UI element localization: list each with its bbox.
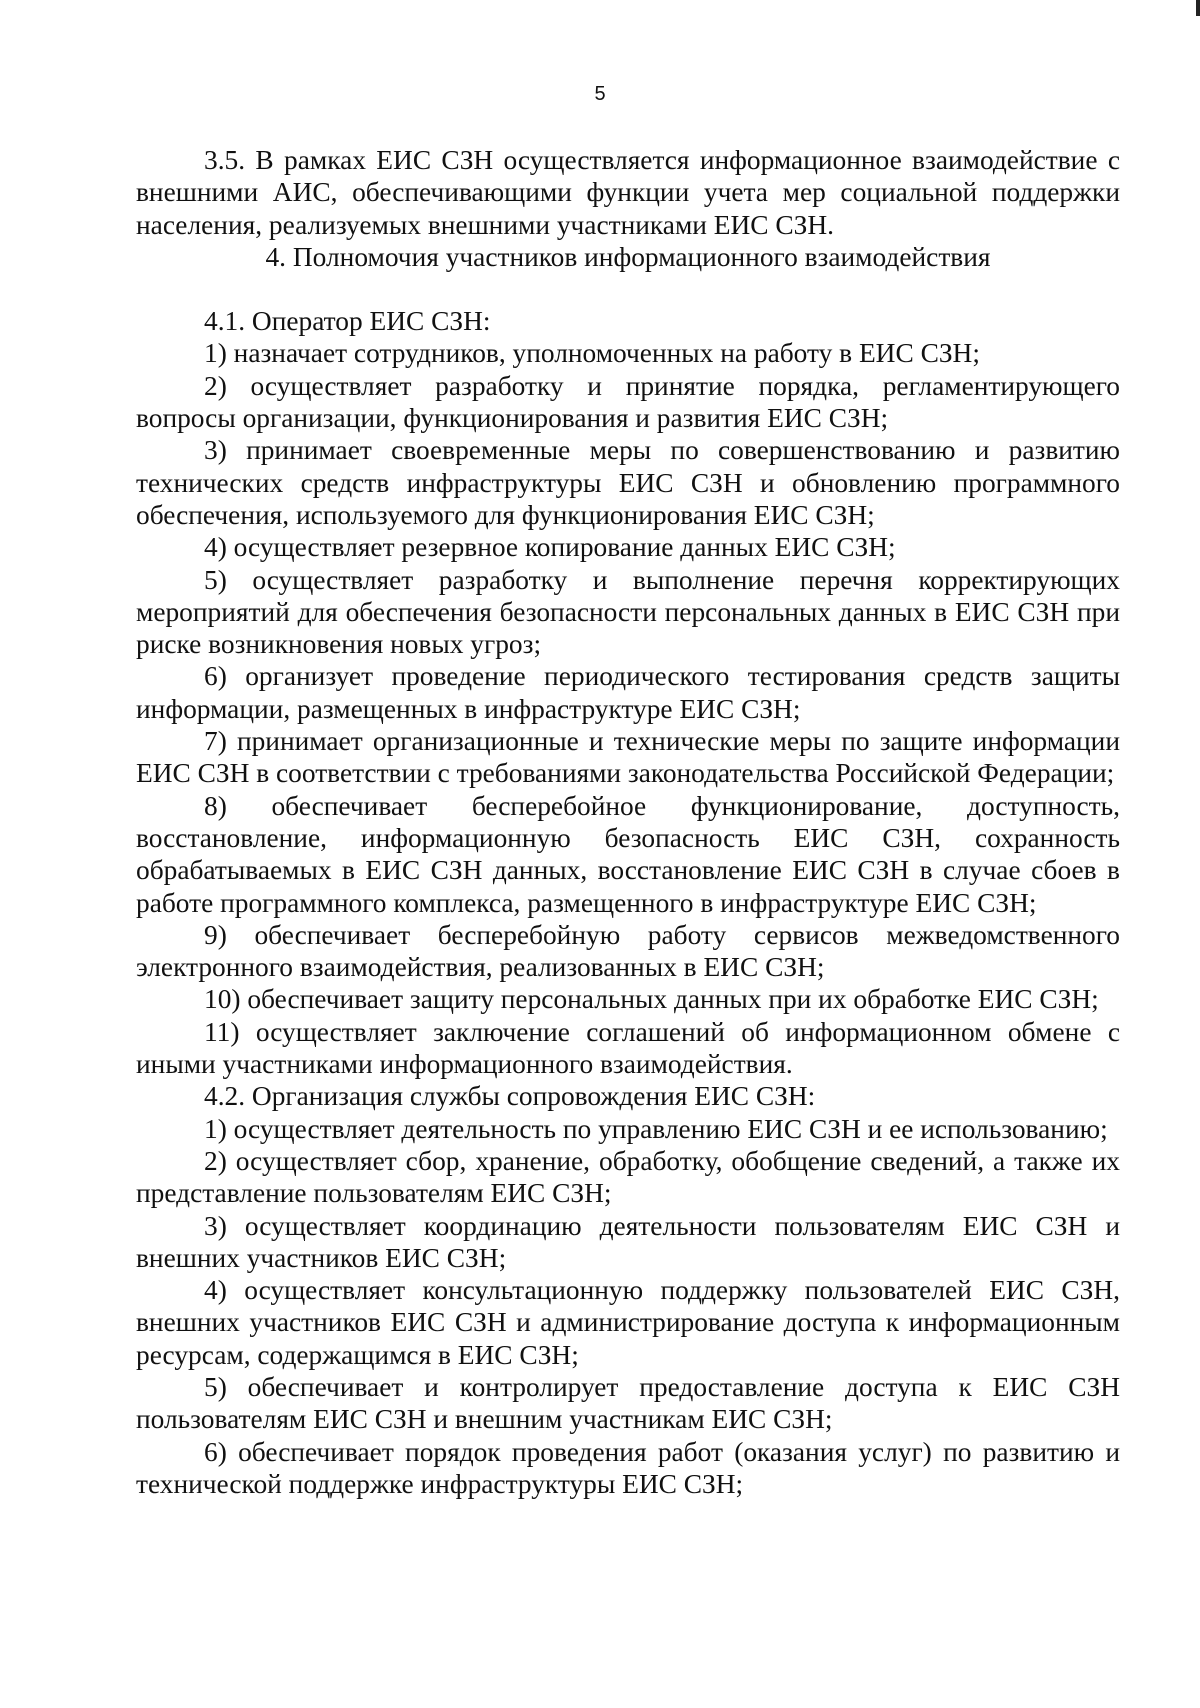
list-item-4-1-10: 10) обеспечивает защиту персональных данных при их обработке ЕИС СЗН;	[204, 984, 1099, 1015]
list-item-4-2-5: 5) обеспечивает и контролирует предоставление доступа к ЕИС СЗН пользователям ЕИС СЗН и внешним участникам ЕИС СЗН;	[136, 1371, 1120, 1435]
section-heading-4: 4. Полномочия участников информационного взаимодействия	[265, 241, 991, 272]
paragraph-4-2: 4.2. Организация службы сопровождения ЕИС СЗН:	[204, 1081, 816, 1112]
list-item-4-1-1: 1) назначает сотрудников, уполномоченных на работу в ЕИС СЗН;	[204, 338, 980, 369]
scan-edge-mark	[1196, 0, 1200, 16]
list-item-4-1-8: 8) обеспечивает бесперебойное функционирование, доступность, восстановление, информационную безопасность ЕИС СЗН, сохранность обрабатываемых в ЕИС СЗН данных, восстановление ЕИС СЗН в случае сбоев в работе программного комплекса, размещенного в инфраструктуре ЕИС СЗН;	[136, 790, 1120, 918]
list-item-4-1-2: 2) осуществляет разработку и принятие порядка, регламентирующего вопросы организации, функционирования и развития ЕИС СЗН;	[136, 370, 1120, 434]
list-item-4-1-7: 7) принимает организационные и технические меры по защите информации ЕИС СЗН в соответствии с требованиями законодательства Российской Федерации;	[136, 726, 1120, 789]
paragraph-3-5: 3.5. В рамках ЕИС СЗН осуществляется информационное взаимодействие с внешними АИС, обеспечивающими функции учета мер социальной поддержки населения, реализуемых внешними участниками ЕИС СЗН.	[136, 145, 1120, 240]
document-body	[136, 144, 1120, 1500]
paragraph-4-1: 4.1. Оператор ЕИС СЗН:	[204, 306, 491, 337]
list-item-4-2-2: 2) осуществляет сбор, хранение, обработку, обобщение сведений, а также их представление пользователям ЕИС СЗН;	[136, 1145, 1120, 1209]
list-item-4-2-1: 1) осуществляет деятельность по управлению ЕИС СЗН и ее использованию;	[204, 1113, 1108, 1144]
list-item-4-2-3: 3) осуществляет координацию деятельности пользователям ЕИС СЗН и внешних участников ЕИС СЗН;	[136, 1210, 1120, 1273]
list-item-4-2-4: 4) осуществляет консультационную поддержку пользователей ЕИС СЗН, внешних участников ЕИС СЗН и администрирование доступа к информационным ресурсам, содержащимся в ЕИС СЗН;	[136, 1275, 1120, 1370]
page-number: 5	[594, 83, 606, 105]
list-item-4-1-6: 6) организует проведение периодического тестирования средств защиты информации, размещенных в инфраструктуре ЕИС СЗН;	[136, 661, 1120, 724]
paragraph-gap	[136, 273, 1120, 305]
list-item-4-1-3: 3) принимает своевременные меры по совершенствованию и развитию технических средств инфраструктуры ЕИС СЗН и обновлению программного обеспечения, используемого для функционирования ЕИС СЗН;	[136, 435, 1120, 530]
list-item-4-1-4: 4) осуществляет резервное копирование данных ЕИС СЗН;	[204, 532, 896, 563]
list-item-4-2-6: 6) обеспечивает порядок проведения работ (оказания услуг) по развитию и технической поддержке инфраструктуры ЕИС СЗН;	[136, 1436, 1120, 1499]
list-item-4-1-5: 5) осуществляет разработку и выполнение перечня корректирующих мероприятий для обеспечения безопасности персональных данных в ЕИС СЗН при риске возникновения новых угроз;	[136, 564, 1120, 660]
list-item-4-1-9: 9) обеспечивает бесперебойную работу сервисов межведомственного электронного взаимодействия, реализованных в ЕИС СЗН;	[136, 919, 1120, 983]
list-item-4-1-11: 11) осуществляет заключение соглашений об информационном обмене с иными участниками информационного взаимодействия.	[136, 1016, 1120, 1080]
